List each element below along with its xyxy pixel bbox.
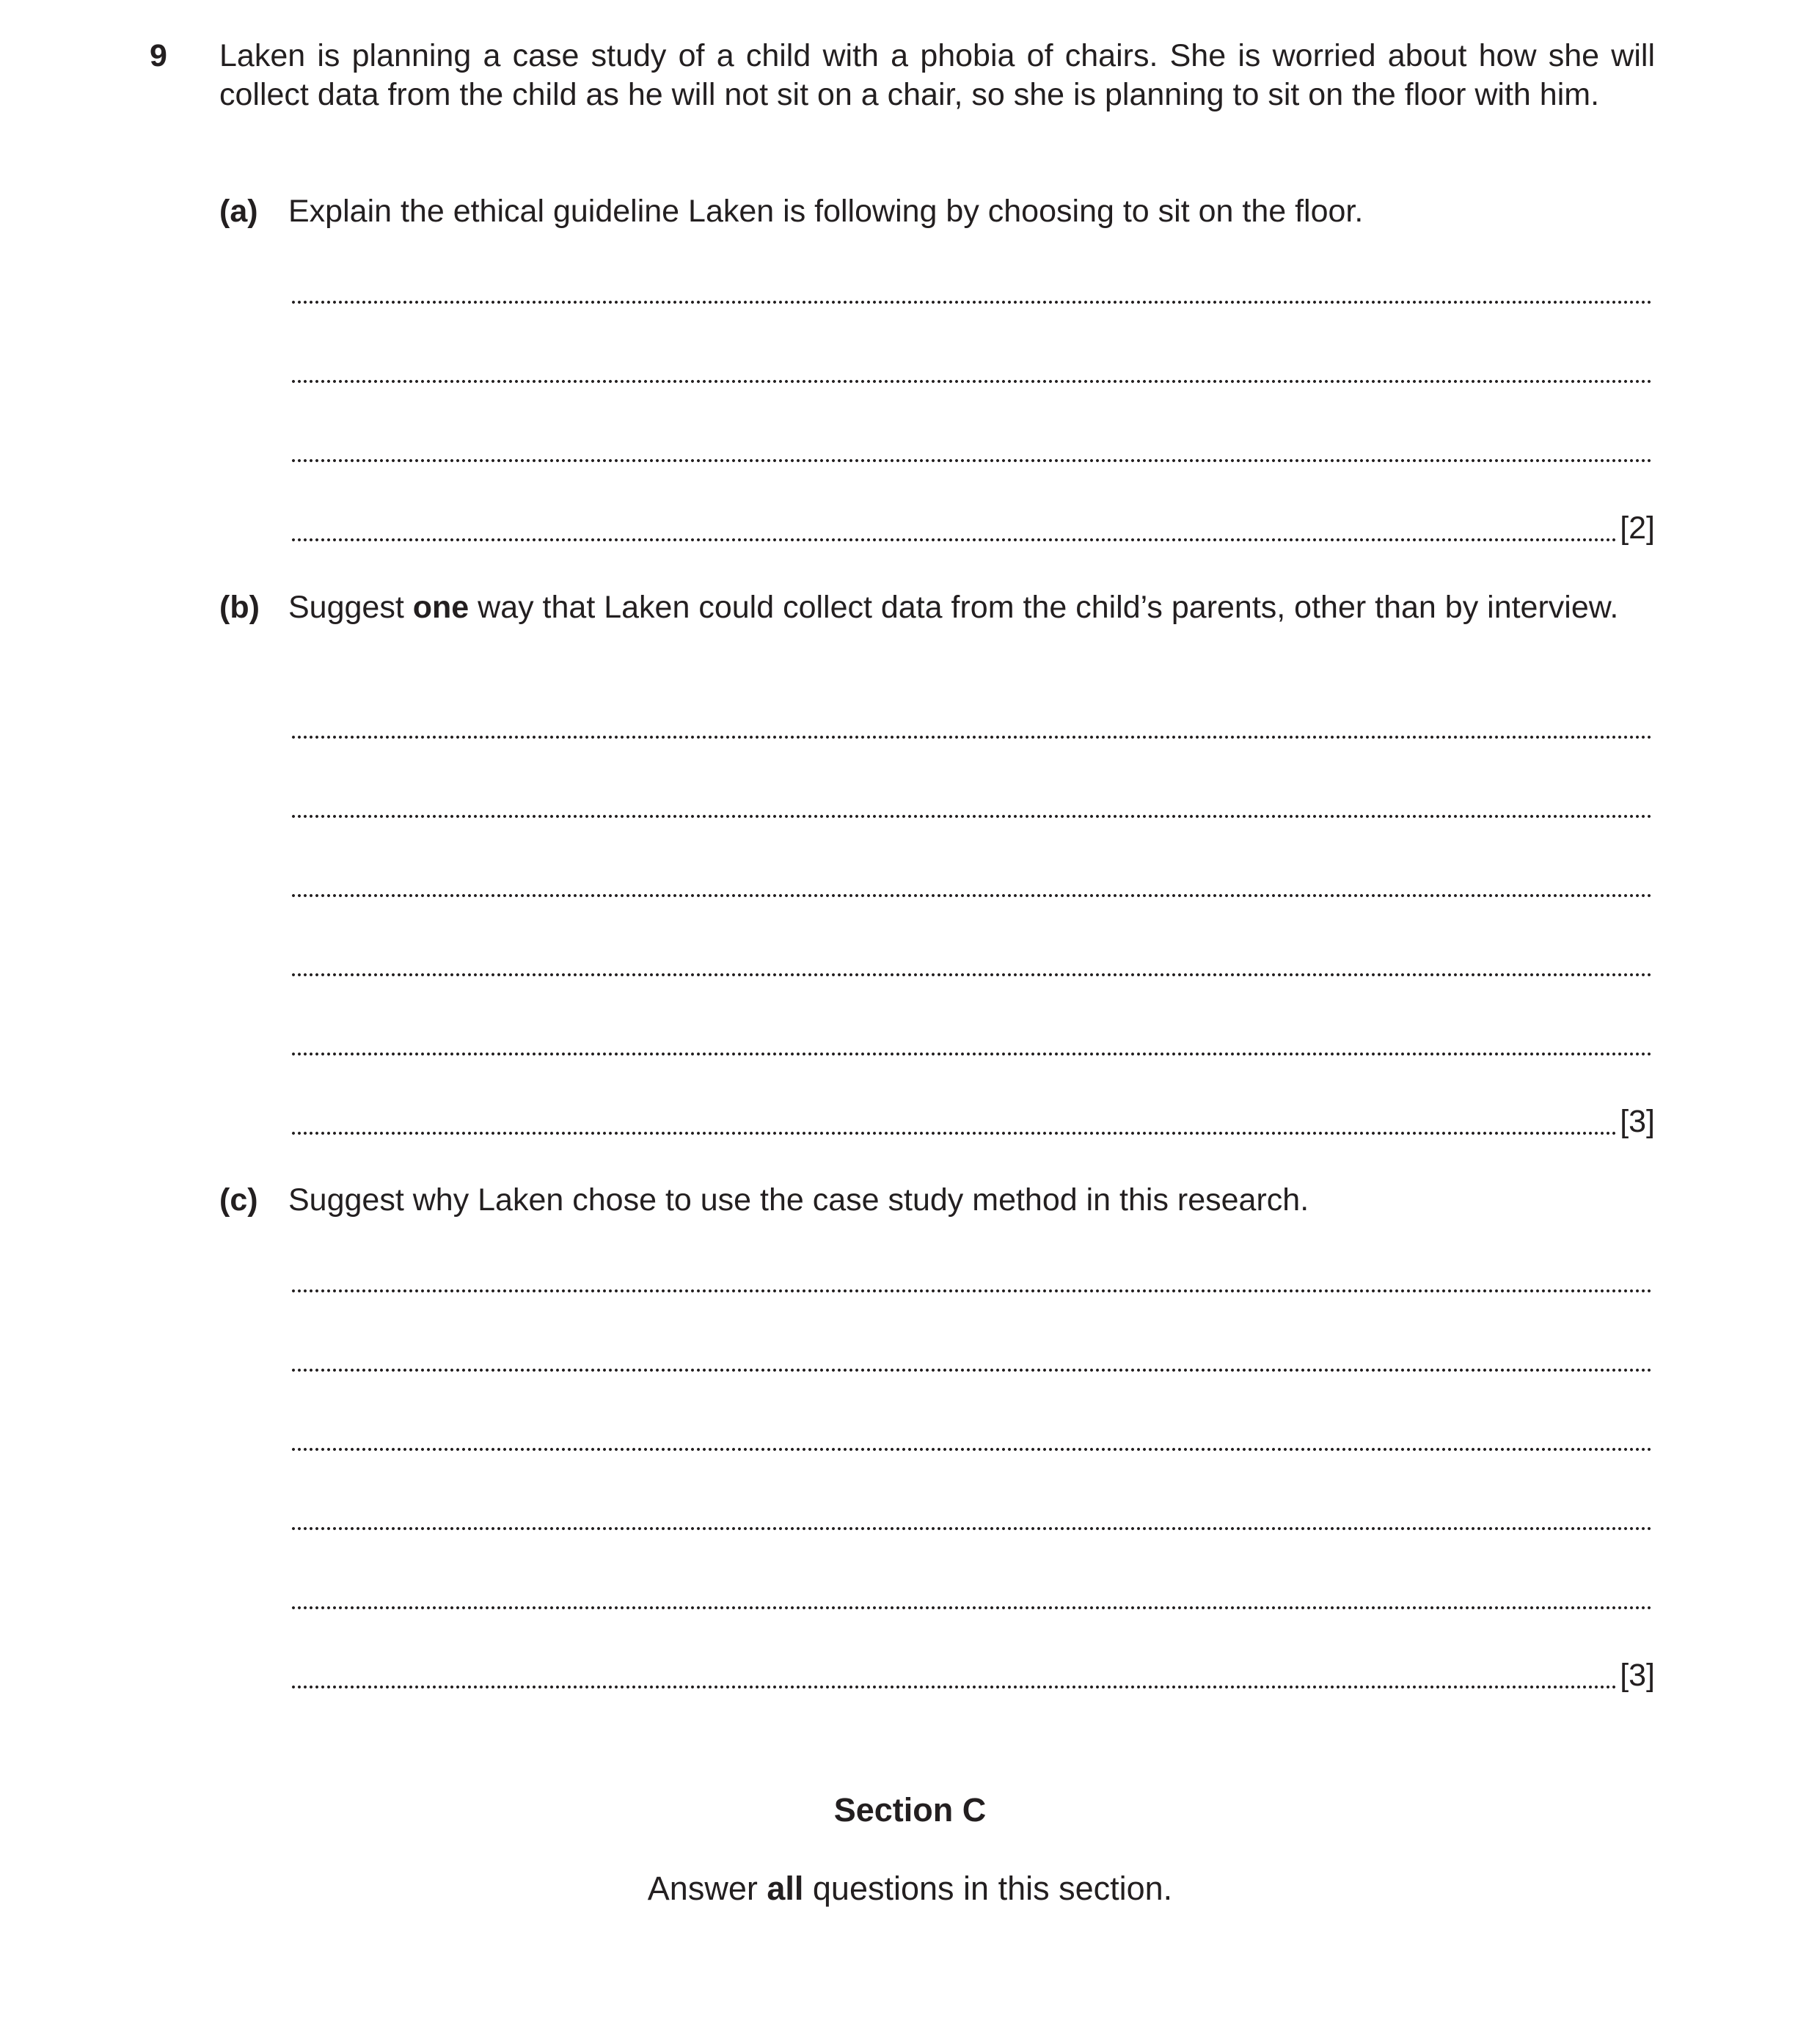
answer-line[interactable] [290, 1606, 1652, 1610]
answer-line[interactable] [290, 1131, 1615, 1135]
answer-line[interactable] [290, 814, 1652, 819]
question-number: 9 [150, 38, 167, 73]
part-c-marks: [3] [1620, 1658, 1655, 1693]
answer-line[interactable] [290, 458, 1652, 463]
part-c-question: Suggest why Laken chose to use the case study method in this research. [288, 1182, 1309, 1218]
part-b-question [288, 588, 1655, 627]
section-instruction-start: Answer [647, 1870, 767, 1907]
answer-line[interactable] [290, 1447, 1652, 1452]
section-instruction-end: questions in this section. [803, 1870, 1173, 1907]
question-stem: Laken is planning a case study of a child with a phobia of chairs. She is worried about how she will collect data from the child as he will not sit on a chair, so she is planning to sit on the floor with him. [219, 38, 1655, 112]
answer-line[interactable] [290, 973, 1652, 977]
answer-line[interactable] [290, 1526, 1652, 1531]
part-b-text-start: Suggest [288, 590, 413, 625]
answer-line[interactable] [290, 1289, 1652, 1293]
section-instruction [0, 1868, 1820, 1909]
part-c-label: (c) [219, 1182, 258, 1218]
part-a-marks: [2] [1620, 511, 1655, 546]
part-a-label: (a) [219, 194, 258, 229]
answer-line[interactable] [290, 300, 1652, 304]
part-b-text-end: way that Laken could collect data from the child’s parents, other than by interview. [469, 590, 1619, 625]
part-b-marks: [3] [1620, 1104, 1655, 1139]
answer-line[interactable] [290, 1368, 1652, 1372]
answer-line[interactable] [290, 379, 1652, 384]
section-title: Section C [833, 1791, 987, 1829]
answer-line[interactable] [290, 735, 1652, 739]
part-a-question: Explain the ethical guideline Laken is following by choosing to sit on the floor. [288, 194, 1364, 229]
answer-line[interactable] [290, 1685, 1615, 1689]
answer-line[interactable] [290, 893, 1652, 898]
part-b-emphasis: one [412, 590, 469, 625]
answer-line[interactable] [290, 538, 1615, 542]
part-b-label: (b) [219, 590, 260, 625]
answer-line[interactable] [290, 1052, 1652, 1056]
section-instruction-emphasis: all [767, 1870, 804, 1907]
